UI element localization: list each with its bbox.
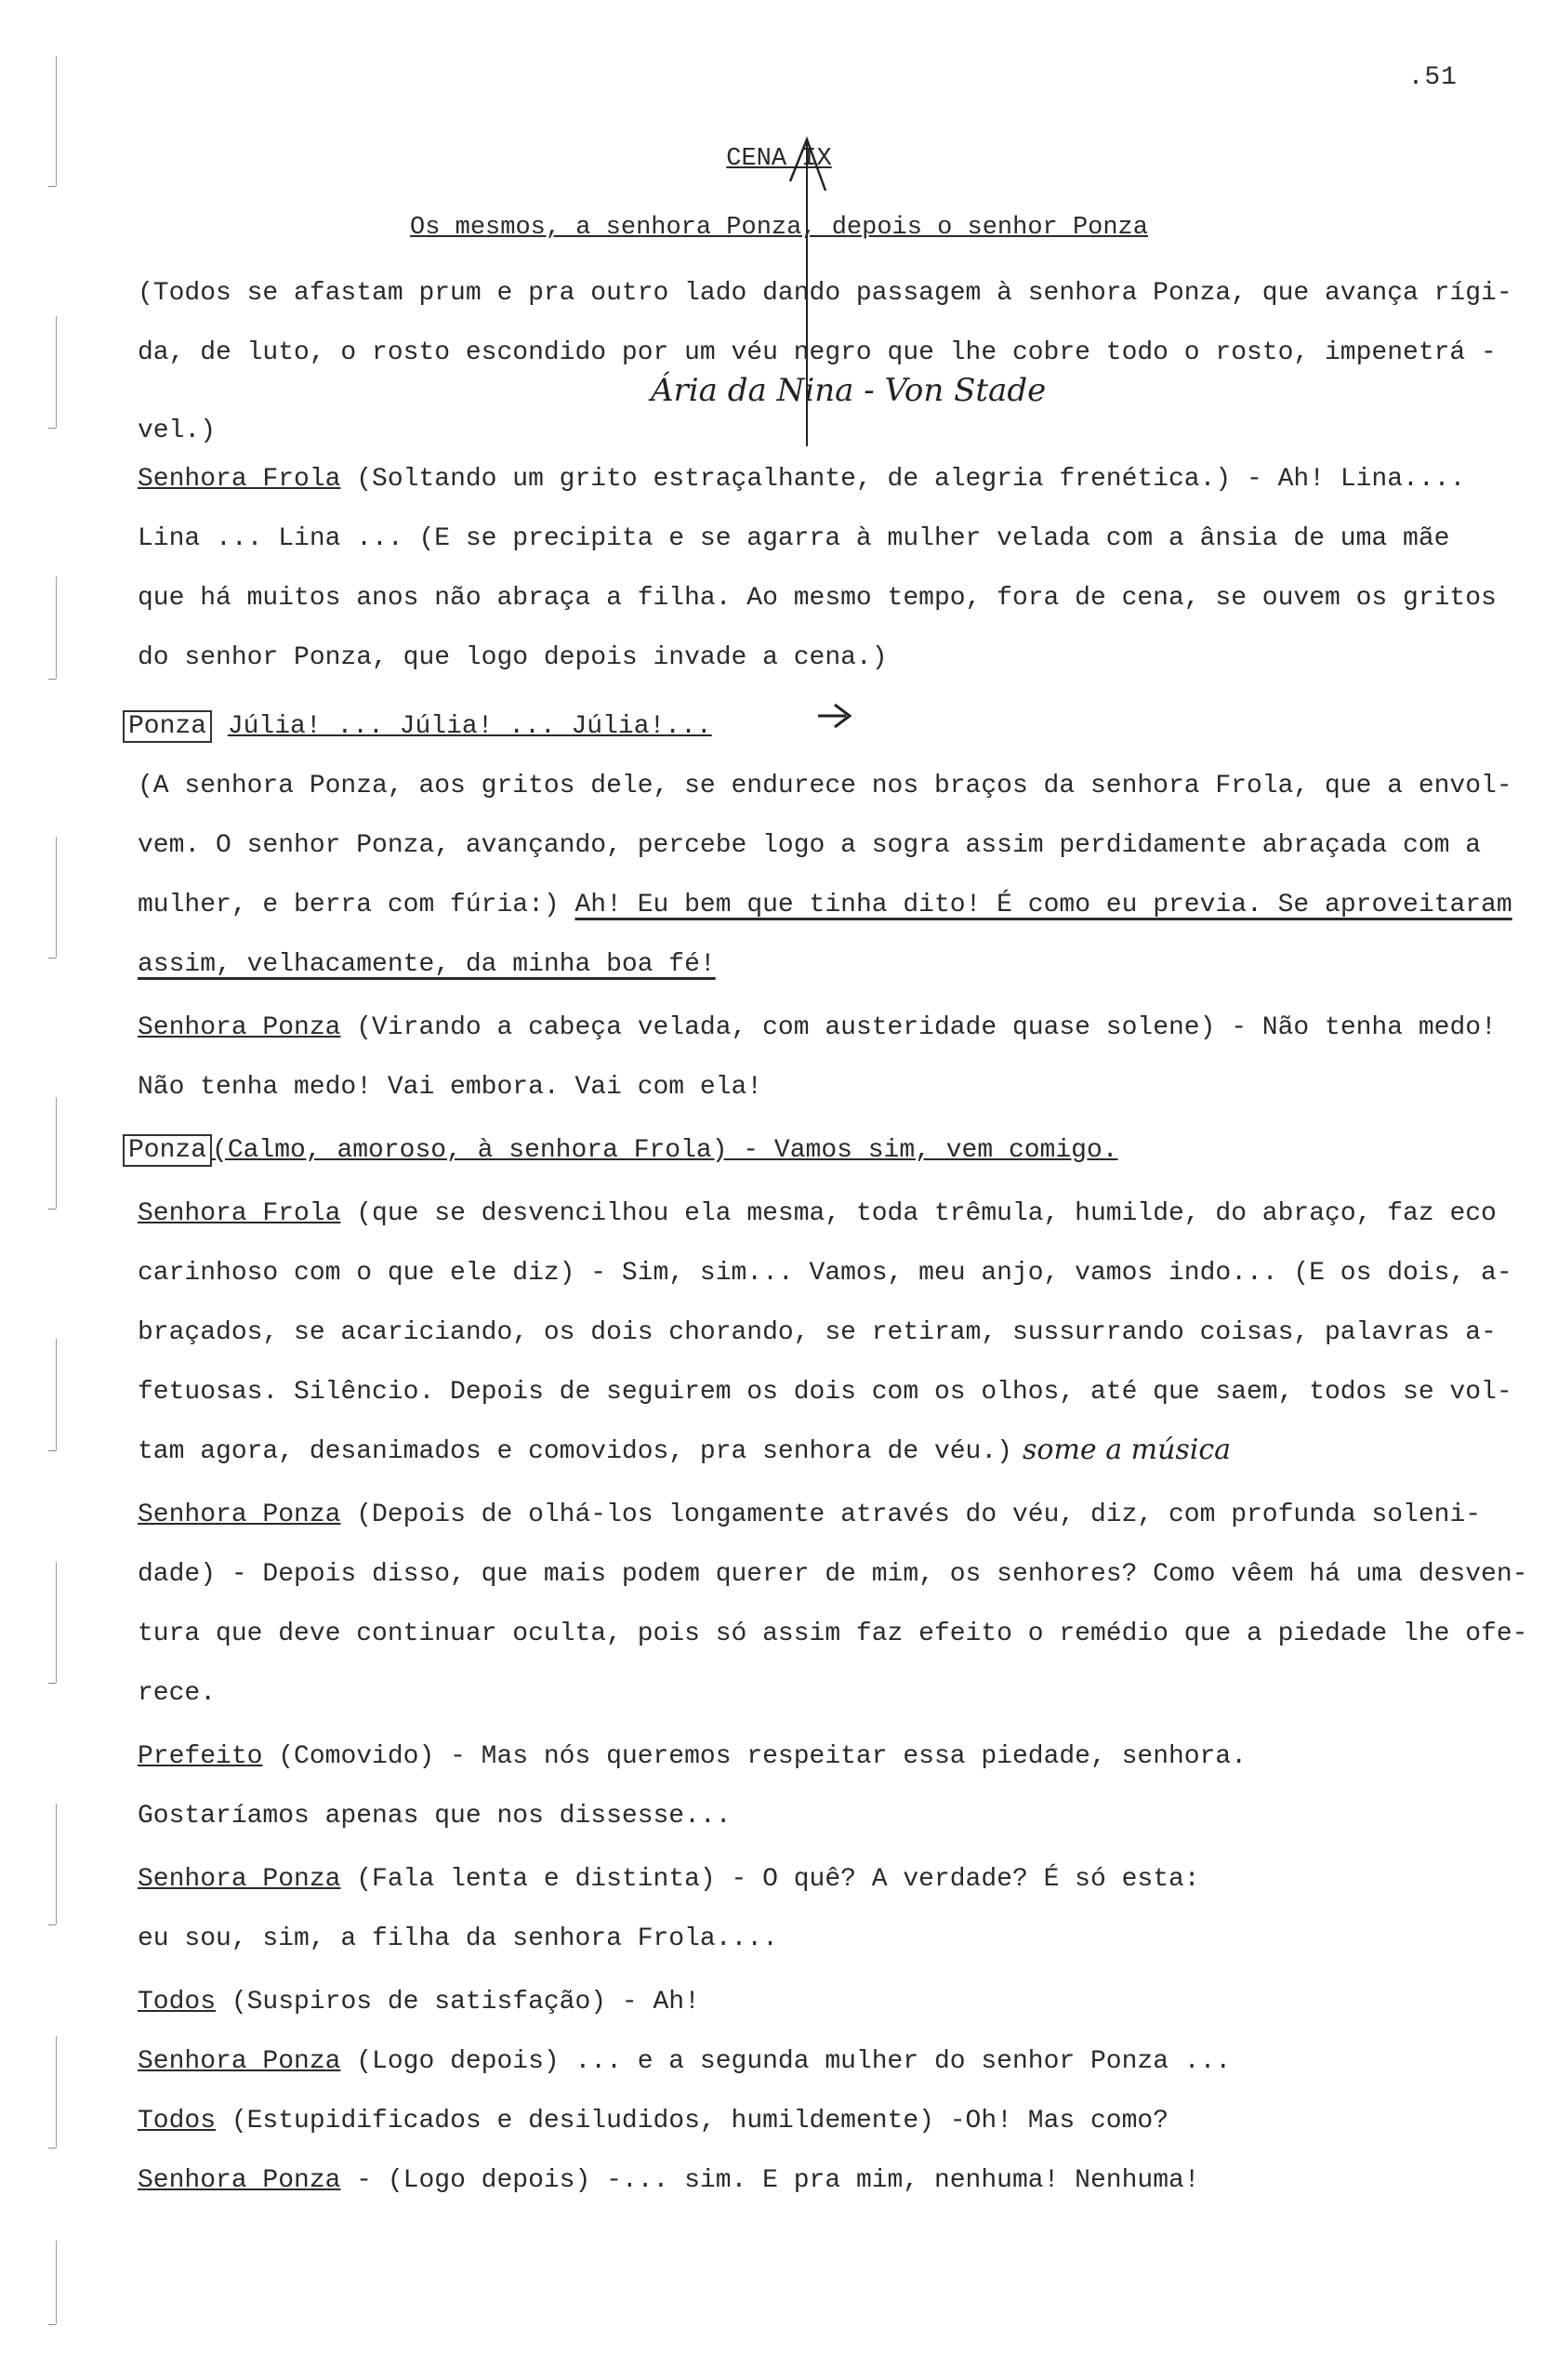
- dialogue-line: [138, 1742, 1247, 1772]
- page-margin-marks: [48, 37, 54, 2343]
- stage-direction-line: [138, 416, 216, 446]
- line-text: braçados, se acariciando, os dois chorando, se retiram, sussurrando coisas, palavras a-: [138, 1318, 1497, 1347]
- scene-subtitle: Os mesmos, a senhora Ponza, depois o senhor Ponza: [410, 214, 1148, 242]
- line-text: dade) - Depois disso, que mais podem querer de mim, os senhores? Como vêem há uma desven-: [138, 1560, 1528, 1589]
- handwritten-note-aria: Ária da Nina - Von Stade: [651, 372, 1047, 409]
- stage-direction-line: [138, 643, 888, 673]
- dialogue-line: [138, 465, 1465, 495]
- line-text: Ah! Eu bem que tinha dito! É como eu previa. Se aproveitaram: [574, 891, 1512, 919]
- dialogue-line: [138, 891, 1512, 920]
- dialogue-line: [138, 950, 716, 980]
- line-text: tura que deve continuar oculta, pois só assim faz efeito o remédio que a piedade lhe ofe-: [138, 1620, 1528, 1648]
- page-number: .51: [1407, 63, 1458, 92]
- line-text: (Estupidificados e desiludidos, humildemente) -Oh! Mas como?: [231, 2107, 1168, 2135]
- handwritten-note-musica: some a música: [1023, 1434, 1232, 1466]
- dialogue-line: [138, 1560, 1527, 1590]
- dialogue-line: [138, 1988, 700, 2017]
- speaker-name: Senhora Frola: [138, 1199, 341, 1228]
- stage-direction-line: [138, 1378, 1512, 1408]
- line-text: vem. O senhor Ponza, avançando, percebe logo a sogra assim perdidamente abraçada com a: [138, 831, 1482, 860]
- speaker-name: Todos: [138, 2107, 217, 2135]
- line-text: do senhor Ponza, que logo depois invade a cena.): [138, 643, 888, 672]
- line-text: Lina ... Lina ... (E se precipita e se agarra à mulher velada com a ânsia de uma mãe: [138, 524, 1450, 553]
- scene-title: CENA IX: [726, 145, 832, 173]
- line-text: (A senhora Ponza, aos gritos dele, se endurece nos braços da senhora Frola, que a envol-: [138, 772, 1512, 800]
- speaker-name: Senhora Frola: [138, 465, 341, 494]
- stage-direction-line: [138, 1437, 1012, 1467]
- line-text: (Calmo, amoroso, à senhora Frola) - Vamos sim, vem comigo.: [212, 1136, 1118, 1165]
- stage-direction-line: [138, 279, 1512, 309]
- line-text: rece.: [138, 1679, 217, 1708]
- line-text: Não tenha medo! Vai embora. Vai com ela!: [138, 1073, 763, 1102]
- line-text: (que se desvencilhou ela mesma, toda trêmula, humilde, do abraço, faz eco: [356, 1199, 1497, 1228]
- line-text: Gostaríamos apenas que nos dissesse...: [138, 1802, 732, 1831]
- dialogue-line: [138, 1679, 216, 1709]
- line-text: (Suspiros de satisfação) - Ah!: [231, 1988, 700, 2016]
- dialogue-line: [138, 1620, 1527, 1649]
- speaker-name: Senhora Ponza: [138, 2166, 341, 2195]
- dialogue-line: [138, 1073, 762, 1103]
- dialogue-line: [138, 1802, 732, 1831]
- dialogue-line: [128, 1136, 1118, 1166]
- stage-direction-line: [138, 584, 1497, 614]
- line-text: (Soltando um grito estraçalhante, de alegria frenética.) - Ah! Lina....: [356, 465, 1466, 494]
- speaker-name: Senhora Ponza: [138, 1013, 341, 1042]
- line-text: (Logo depois) ... e a segunda mulher do senhor Ponza ...: [356, 2047, 1232, 2076]
- speaker-name: Prefeito: [138, 1742, 263, 1771]
- dialogue-line: [138, 1924, 778, 1954]
- line-text: - (Logo depois) -... sim. E pra mim, nenhuma! Nenhuma!: [356, 2166, 1200, 2195]
- dialogue-line: [138, 1013, 1497, 1043]
- stage-direction-line: [138, 338, 1497, 368]
- speaker-name: Senhora Ponza: [138, 2047, 341, 2076]
- line-text: assim, velhacamente, da minha boa fé!: [138, 950, 716, 979]
- dialogue-line: [138, 2107, 1168, 2136]
- dialogue-line: [138, 1199, 1497, 1229]
- line-text: carinhoso com o que ele diz) - Sim, sim... Vamos, meu anjo, vamos indo... (E os dois, a-: [138, 1259, 1512, 1288]
- line-text: (Comovido) - Mas nós queremos respeitar essa piedade, senhora.: [278, 1742, 1248, 1771]
- line-text: fetuosas. Silêncio. Depois de seguirem os dois com os olhos, até que saem, todos se vol-: [138, 1378, 1512, 1407]
- dialogue-line: [138, 1259, 1512, 1289]
- speaker-name: Senhora Ponza: [138, 1501, 341, 1529]
- line-text: da, de luto, o rosto escondido por um véu negro que lhe cobre todo o rosto, impenetrá -: [138, 338, 1497, 367]
- line-text: eu sou, sim, a filha da senhora Frola....: [138, 1924, 778, 1953]
- speaker-name: Senhora Ponza: [138, 1865, 341, 1894]
- line-text: tam agora, desanimados e comovidos, pra senhora de véu.): [138, 1437, 1012, 1466]
- dialogue-line: [138, 1501, 1481, 1530]
- stage-direction-line: [138, 524, 1449, 554]
- speaker-name: Todos: [138, 1988, 217, 2016]
- line-text: (Todos se afastam prum e pra outro lado dando passagem à senhora Ponza, que avança rígi-: [138, 279, 1512, 308]
- line-text: (Fala lenta e distinta) - O quê? A verdade? É só esta:: [356, 1865, 1200, 1894]
- speaker-name: Ponza: [123, 710, 212, 743]
- line-text: (Virando a cabeça velada, com austeridade quase solene) - Não tenha medo!: [356, 1013, 1497, 1042]
- dialogue-line: [128, 712, 712, 742]
- line-text: que há muitos anos não abraça a filha. Ao mesmo tempo, fora de cena, se ouvem os gritos: [138, 584, 1497, 613]
- dialogue-line: [138, 1865, 1200, 1895]
- line-text: vel.): [138, 416, 217, 445]
- line-text: Júlia! ... Júlia! ... Júlia!...: [227, 712, 712, 741]
- line-text: (Depois de olhá-los longamente através do véu, diz, com profunda soleni-: [356, 1501, 1482, 1529]
- stage-direction-line: [138, 772, 1512, 801]
- stage-direction-line: [138, 831, 1481, 861]
- speaker-name: Ponza: [123, 1134, 212, 1167]
- stage-direction-line: [138, 1318, 1497, 1348]
- dialogue-line: [138, 2166, 1200, 2196]
- scene-heading: [0, 145, 1558, 242]
- line-text: mulher, e berra com fúria:): [138, 891, 560, 919]
- dialogue-line: [138, 2047, 1231, 2077]
